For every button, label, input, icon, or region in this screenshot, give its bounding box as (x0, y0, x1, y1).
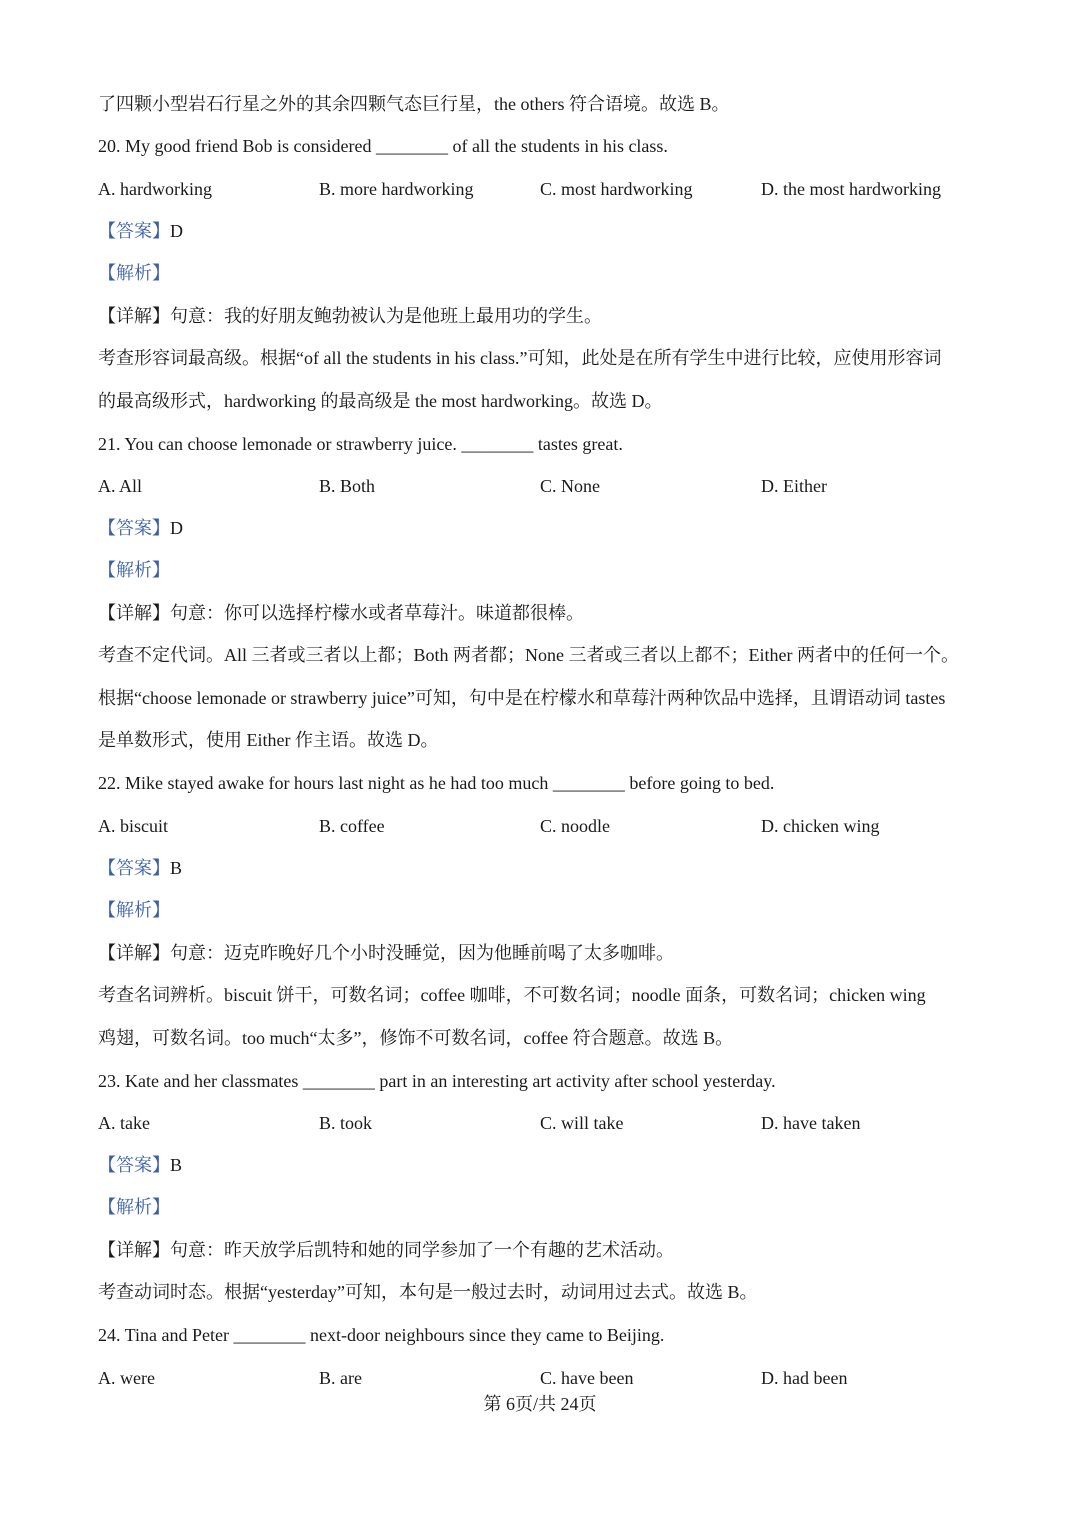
answer-line (98, 219, 998, 243)
answer-value: B (170, 1155, 183, 1175)
option-b: B. more hardworking (319, 179, 474, 199)
answer-label: 【答案】 (98, 518, 170, 538)
answer-label: 【答案】 (98, 858, 170, 878)
answer-line (98, 516, 998, 540)
option-a: A. were (98, 1368, 155, 1388)
option-a: A. take (98, 1113, 150, 1133)
option-b: B. are (319, 1368, 362, 1388)
carry-over-text: 了四颗小型岩石行星之外的其余四颗气态巨行星，the others 符合语境。故选 B。 (98, 94, 730, 114)
explanation-line: 考查不定代词。All 三者或三者以上都；Both 两者都；None 三者或三者以上都不；Either 两者中的任何一个。 (98, 645, 959, 665)
answer-label: 【答案】 (98, 221, 170, 241)
option-c: C. will take (540, 1113, 624, 1133)
answer-value: D (170, 518, 183, 538)
question-24-stem: 24. Tina and Peter ________ next-door neighbours since they came to Beijing. (98, 1325, 665, 1345)
option-a: A. All (98, 476, 143, 496)
question-21-stem: 21. You can choose lemonade or strawberry juice. ________ tastes great. (98, 434, 623, 454)
analysis-label: 【解析】 (98, 1197, 170, 1217)
explanation-line: 【详解】句意：迈克昨晚好几个小时没睡觉，因为他睡前喝了太多咖啡。 (98, 943, 674, 963)
option-d: D. the most hardworking (761, 179, 941, 199)
option-d: D. have taken (761, 1113, 861, 1133)
question-23-stem: 23. Kate and her classmates ________ part in an interesting art activity after school yesterday. (98, 1071, 776, 1091)
explanation-line: 鸡翅，可数名词。too much“太多”，修饰不可数名词，coffee 符合题意。故选 B。 (98, 1028, 734, 1048)
explanation-line: 考查名词辨析。biscuit 饼干，可数名词；coffee 咖啡，不可数名词；noodle 面条，可数名词；chicken wing (98, 985, 926, 1005)
option-d: D. chicken wing (761, 816, 880, 836)
explanation-line: 根据“choose lemonade or strawberry juice”可知，句中是在柠檬水和草莓汁两种饮品中选择，且谓语动词 tastes (98, 688, 946, 708)
question-20-options (98, 177, 998, 201)
answer-value: D (170, 221, 183, 241)
question-21-options (98, 474, 998, 498)
explanation-line: 【详解】句意：昨天放学后凯特和她的同学参加了一个有趣的艺术活动。 (98, 1240, 674, 1260)
analysis-label: 【解析】 (98, 900, 170, 920)
option-b: B. Both (319, 476, 376, 496)
option-c: C. most hardworking (540, 179, 693, 199)
explanation-line: 【详解】句意：我的好朋友鲍勃被认为是他班上最用功的学生。 (98, 306, 602, 326)
option-b: B. coffee (319, 816, 385, 836)
question-22-options (98, 814, 998, 838)
explanation-line: 的最高级形式，hardworking 的最高级是 the most hardworking。故选 D。 (98, 391, 663, 411)
explanation-line: 考查动词时态。根据“yesterday”可知，本句是一般过去时，动词用过去式。故选 B。 (98, 1282, 758, 1302)
question-20-stem: 20. My good friend Bob is considered ________ of all the students in his class. (98, 136, 668, 156)
analysis-label: 【解析】 (98, 560, 170, 580)
question-24-options (98, 1366, 998, 1390)
answer-line (98, 856, 998, 880)
option-c: C. have been (540, 1368, 634, 1388)
option-a: A. hardworking (98, 179, 212, 199)
answer-label: 【答案】 (98, 1155, 170, 1175)
option-c: C. noodle (540, 816, 610, 836)
option-c: C. None (540, 476, 600, 496)
analysis-label: 【解析】 (98, 263, 170, 283)
option-d: D. Either (761, 476, 827, 496)
option-a: A. biscuit (98, 816, 168, 836)
question-22-stem: 22. Mike stayed awake for hours last night as he had too much ________ before going to bed. (98, 773, 775, 793)
explanation-line: 考查形容词最高级。根据“of all the students in his class.”可知，此处是在所有学生中进行比较，应使用形容词 (98, 348, 942, 368)
option-d: D. had been (761, 1368, 848, 1388)
page-footer: 第 6页/共 24页 (483, 1394, 597, 1414)
answer-line (98, 1153, 998, 1177)
answer-value: B (170, 858, 183, 878)
explanation-line: 【详解】句意：你可以选择柠檬水或者草莓汁。味道都很棒。 (98, 603, 584, 623)
option-b: B. took (319, 1113, 373, 1133)
explanation-line: 是单数形式，使用 Either 作主语。故选 D。 (98, 730, 439, 750)
question-23-options (98, 1111, 998, 1135)
